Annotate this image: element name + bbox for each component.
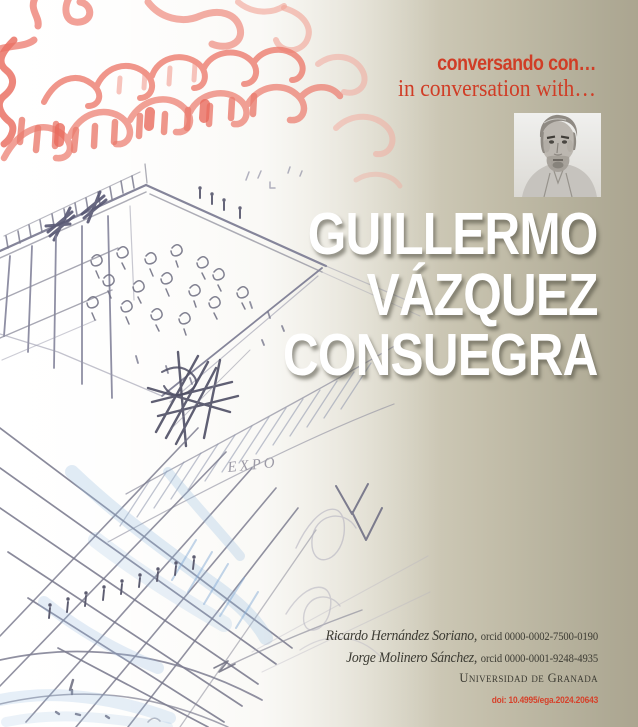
title-line-2: VÁZQUEZ <box>367 261 598 328</box>
portrait-photo <box>514 113 601 197</box>
author-row-2 <box>326 648 598 670</box>
kicker-block <box>376 52 596 103</box>
author-row-1 <box>326 626 598 648</box>
doi-link[interactable]: doi: 10.4995/ega.2024.20643 <box>491 695 598 706</box>
title-line-3: CONSUEGRA <box>283 322 598 388</box>
title-line-1: GUILLERMO <box>308 201 598 267</box>
author-orcid-1: orcid 0000-0002-7500-0190 <box>480 631 598 643</box>
author-orcid-2: orcid 0000-0001-9248-4935 <box>480 652 598 665</box>
author-name-1: Ricardo Hernández Soriano, <box>325 628 478 644</box>
expo-annotation: EXPO <box>226 454 279 476</box>
kicker-spanish: conversando con… <box>437 52 596 75</box>
author-name-2: Jorge Molinero Sánchez, <box>346 649 478 666</box>
kicker-english: in conversation with… <box>398 76 596 102</box>
authors-block <box>302 626 598 707</box>
page-title <box>283 201 598 388</box>
affiliation: Universidad de Granada <box>459 671 598 685</box>
